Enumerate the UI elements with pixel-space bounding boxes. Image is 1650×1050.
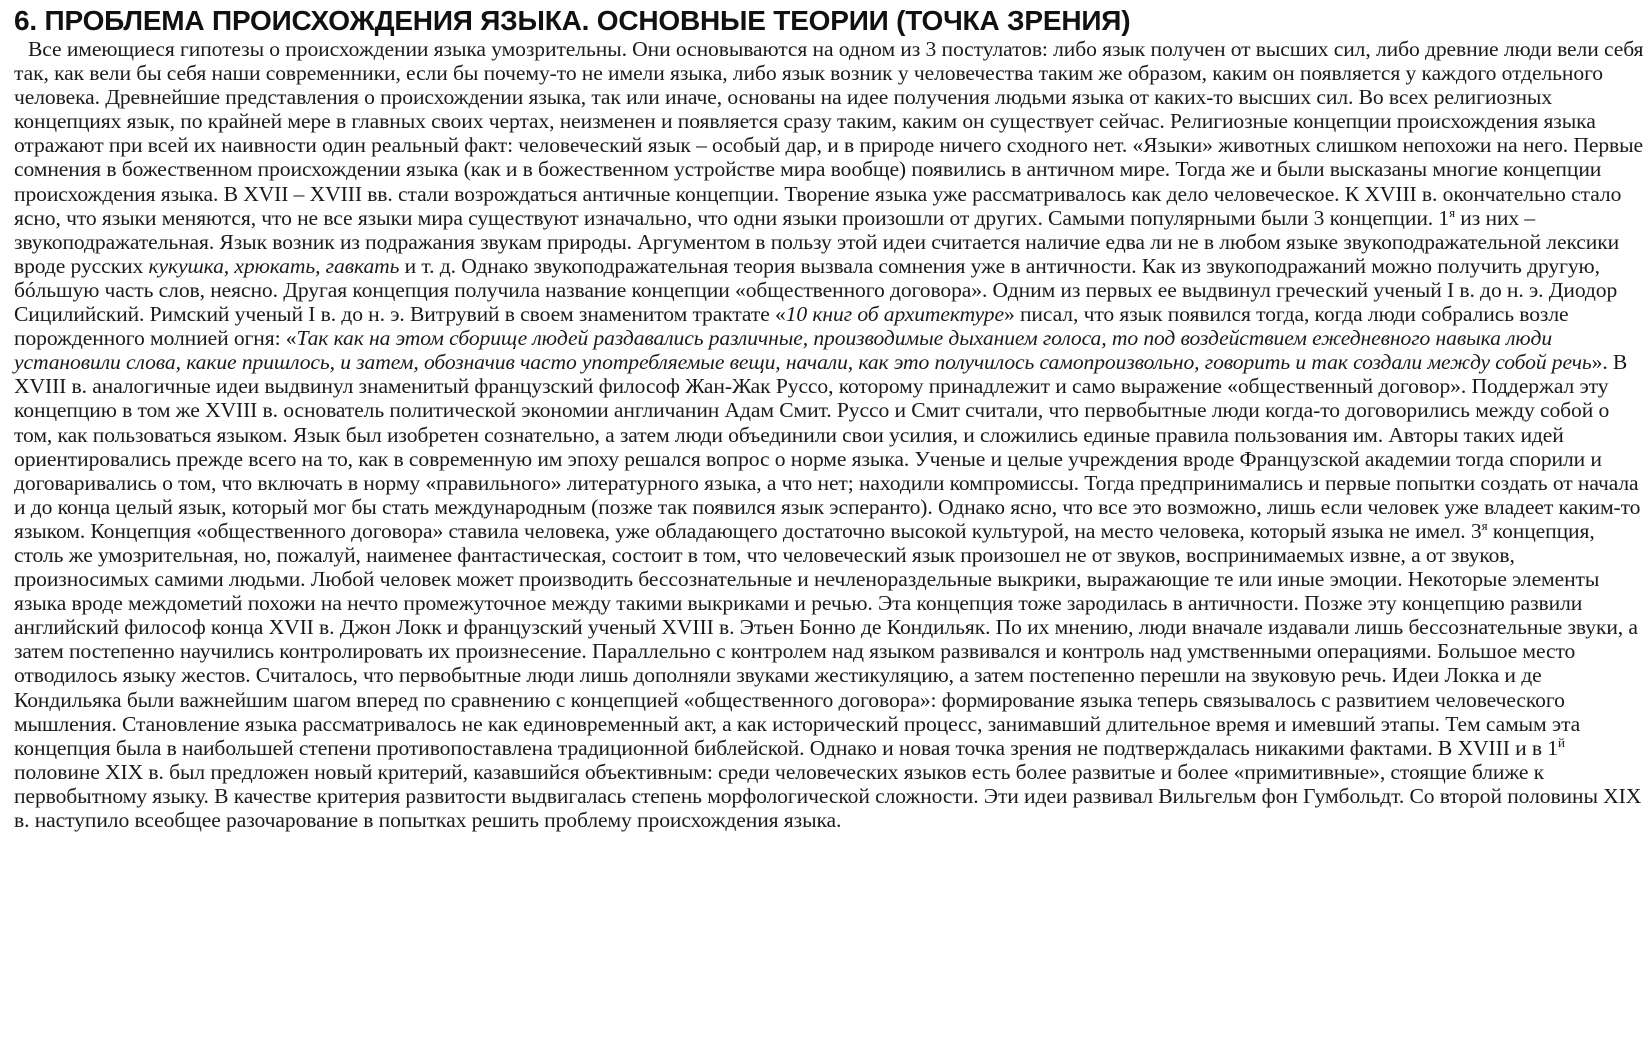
document-page bbox=[14, 6, 1644, 832]
body-paragraph bbox=[14, 37, 1644, 832]
italic-examples: кукушка, хрюкать, гавкать bbox=[148, 253, 400, 278]
text-segment: Все имеющиеся гипотезы о происхождении языка умозрительны. Они основываются на одном из 3 постулатов: либо язык получен от высших сил, либо древние люди вели себя так, как вели бы себя наши современники, если бы почему-то не имели языка, либо язык возник у человечества таким же образом, каким он появляется у каждого отдельного человека. Древнейшие представления о происхождении языка, так или иначе, основаны на идее получения людьми языка от каких-то высших сил. Во всех религиозных концепциях язык, по крайней мере в главных своих чертах, неизменен и появляется сразу таким, каким он существует сейчас. Религиозные концепции происхождения языка отражают при всей их наивности один реальный факт: человеческий язык – особый дар, и в природе ничего сходного нет. «Языки» животных слишком непохожи на него. Первые сомнения в божественном происхождении языка (как и в божественном устройстве мира вообще) появились в античном мире. Тогда же и были высказаны многие концепции происхождения языка. В XVII – XVIII вв. стали возрождаться античные концепции. Творение языка уже рассматривалось как дело человеческое. К XVIII в. окончательно стало ясно, что языки меняются, что не все языки мира существуют изначально, что одни языки произошли от других. Самыми популярными были 3 концепции. 1 bbox=[14, 37, 1644, 230]
italic-quotation: Так как на этом сборище людей раздавались различные, производимые дыханием голоса, то под воздействием ежедневного навыка люди установили слова, какие пришлось, и затем, обозначив часто употребляемые вещи, начали, как это получилось самопроизвольно, говорить и так создали между собой речь bbox=[14, 326, 1592, 375]
document-title: 6. ПРОБЛЕМА ПРОИСХОЖДЕНИЯ ЯЗЫКА. ОСНОВНЫЕ ТЕОРИИ (ТОЧКА ЗРЕНИЯ) bbox=[14, 5, 1131, 36]
text-segment: » писал, что язык появился тогда, когда люди собрались возле порожденного молнией огня: « bbox=[14, 302, 1569, 351]
superscript-suffix: я bbox=[1481, 517, 1488, 533]
text-segment: и т. д. Однако звукоподражательная теория вызвала сомнения уже в античности. Как из звукоподражаний можно получить другую, бóльшую часть слов, неясно. Другая концепция получила название концепции «общественного договора». Одним из первых ее выдвинул греческий ученый I в. до н. э. Диодор Сицилийский. Римский ученый I в. до н. э. Витрувий в своем знаменитом трактате « bbox=[14, 253, 1618, 327]
text-segment: концепция, столь же умозрительная, но, пожалуй, наименее фантастическая, состоит в том, что человеческий язык произошел не от звуков, воспринимаемых извне, а от звуков, произносимых самими людьми. Любой человек может производить бессознательные и нечленораздельные выкрики, выражающие те или иные эмоции. Некоторые элементы языка вроде междометий похожи на нечто промежуточное между такими выкриками и речью. Эта концепция тоже зародилась в античности. Позже эту концепцию развили английский философ конца XVII в. Джон Локк и французский ученый XVIII в. Этьен Бонно де Кондильяк. По их мнению, люди вначале издавали лишь бессознательные звуки, а затем постепенно научились контролировать их произнесение. Параллельно с контролем над языком развивался и контроль над умственными операциями. Большое место отводилось языку жестов. Считалось, что первобытные люди лишь дополняли звуками жестикуляцию, а затем постепенно перешли на звуковую речь. Идеи Локка и де Кондильяка были важнейшим шагом вперед по сравнению с концепцией «общественного договора»: формирование языка теперь связывалось с развитием человеческого мышления. Становление языка рассматривалось не как единовременный акт, а как исторический процесс, занимавший длительное время и имевший этапы. Тем самым эта концепция была в наибольшей степени противопоставлена традиционной библейской. Однако и новая точка зрения не подтверждалась никакими фактами. В XVIII и в 1 bbox=[14, 518, 1638, 760]
text-segment: ». В XVIII в. аналогичные идеи выдвинул знаменитый французский философ Жан-Жак Руссо, которому принадлежит и само выражение «общественный договор». Поддержал эту концепцию в том же XVIII в. основатель политической экономии англичанин Адам Смит. Руссо и Смит считали, что первобытные люди когда-то договорились между собой о том, как пользоваться языком. Язык был изобретен сознательно, а затем люди объединили свои усилия, и сложились единые правила пользования им. Авторы таких идей ориентировались прежде всего на то, как в современную им эпоху решался вопрос о норме языка. Ученые и целые учреждения вроде Французской академии тогда спорили и договаривались о том, что включать в норму «правильного» литературного языка, а что нет; находили компромиссы. Тогда предпринимались и первые попытки создать от начала и до конца целый язык, который мог бы стать международным (позже так появился язык эсперанто). Однако ясно, что все это возможно, лишь если человек уже владеет каким-то языком. Концепция «общественного договора» ставила человека, уже обладающего достаточно высокой культурой, на место человека, который языка не имел. 3 bbox=[14, 350, 1641, 543]
superscript-suffix: я bbox=[1449, 204, 1455, 220]
italic-book-title: 10 книг об архитектуре bbox=[785, 302, 1004, 327]
text-segment: из них – звукоподражательная. Язык возник из подражания звукам природы. Аргументом в пользу этой идеи считается наличие едва ли не в любом языке звукоподражательной лексики вроде русских bbox=[14, 205, 1620, 278]
text-segment: половине XIX в. был предложен новый критерий, казавшийся объективным: среди человеческих языков есть более развитые и более «примитивные», стоящие ближе к первобытному языку. В качестве критерия развитости выдвигалась степень морфологической сложности. Эти идеи развивал Вильгельм фон Гумбольдт. Со второй половины XIX в. наступило всеобщее разочарование в попытках решить проблему происхождения языка. bbox=[14, 759, 1642, 832]
superscript-suffix: й bbox=[1557, 734, 1565, 750]
